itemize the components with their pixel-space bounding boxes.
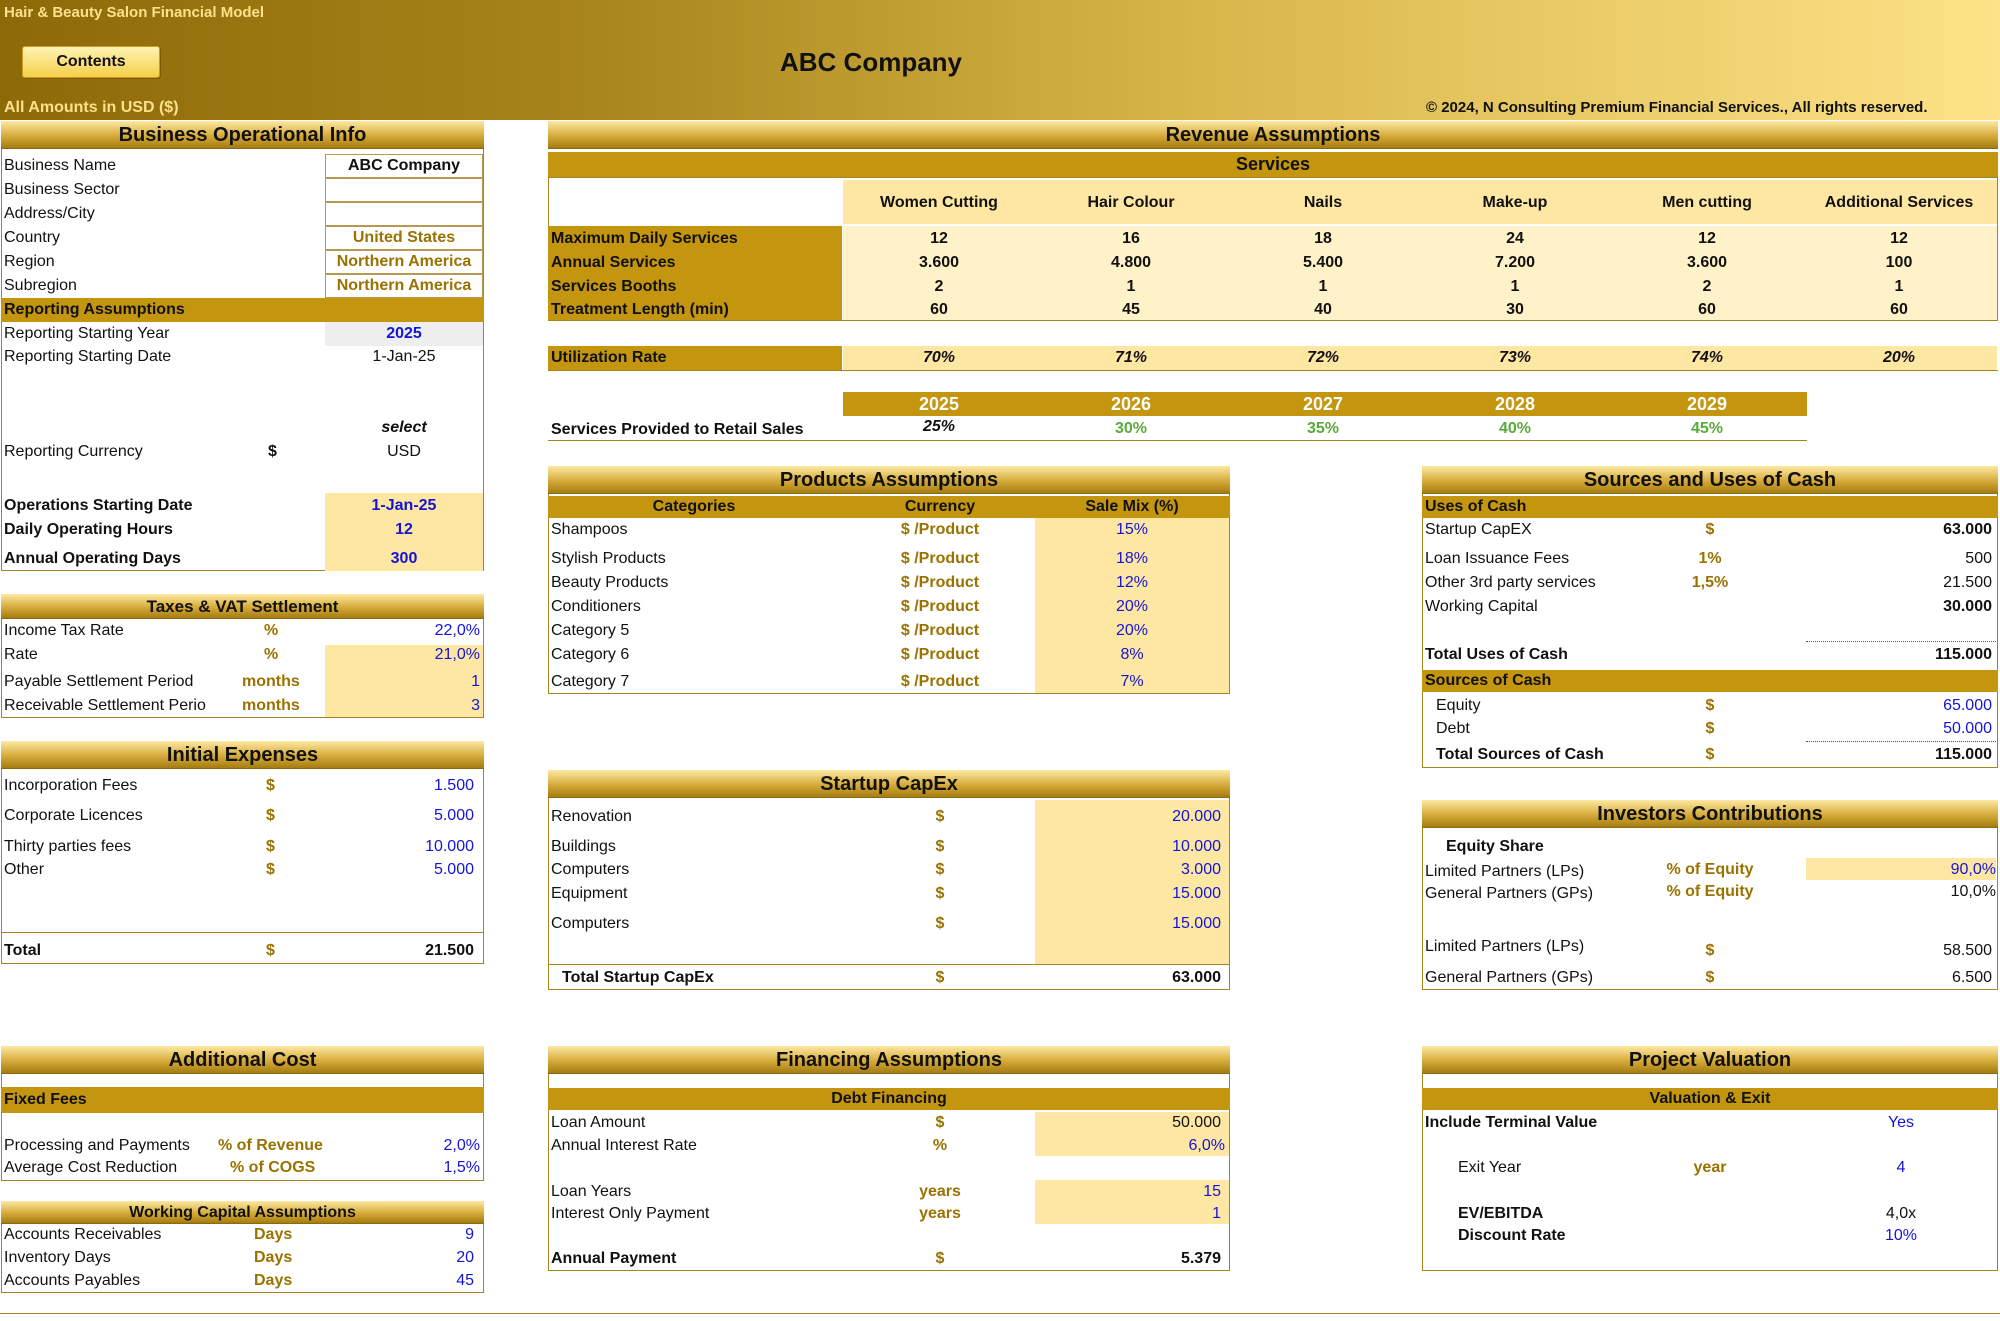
product-mix[interactable]: 20% [1115, 622, 1149, 639]
label-business-name: Business Name [4, 157, 117, 174]
product-mix[interactable]: 15% [1115, 521, 1149, 538]
retail-value[interactable]: 35% [1306, 420, 1340, 437]
product-name: Beauty Products [551, 574, 669, 591]
capex-unit: $ [935, 915, 945, 932]
amounts-note: All Amounts in USD ($) [4, 99, 179, 116]
year-label: 2027 [1302, 394, 1344, 414]
label-receivables: Accounts Receivables [4, 1226, 162, 1243]
use-value: 500 [1965, 550, 1992, 567]
investor-share-label: Limited Partners (LPs) [1425, 863, 1585, 880]
exit-year-value[interactable]: 4 [1896, 1159, 1906, 1176]
financing-title: Financing Assumptions [548, 1046, 1230, 1074]
label-incorporation: Incorporation Fees [4, 777, 138, 794]
label-treatment-length: Treatment Length (min) [551, 301, 729, 318]
label-country: Country [4, 229, 61, 246]
copyright-text: © 2024, N Consulting Premium Financial Services., All rights reserved. [1426, 99, 1928, 116]
divider [548, 964, 1230, 965]
service-col-nails: Nails [1303, 194, 1343, 211]
label-max-daily: Maximum Daily Services [551, 230, 738, 247]
value-total-expenses: 21.500 [425, 942, 474, 959]
utilization-value[interactable]: 73% [1498, 349, 1532, 366]
value-currency[interactable]: USD [387, 443, 421, 460]
financing-label: Loan Amount [551, 1114, 646, 1131]
unit-processing: % of Revenue [218, 1137, 323, 1154]
ev-ebitda-label: EV/EBITDA [1458, 1205, 1544, 1222]
discount-rate-value[interactable]: 10% [1884, 1227, 1918, 1244]
retail-value[interactable]: 45% [1690, 420, 1724, 437]
use-label: Loan Issuance Fees [1425, 550, 1570, 567]
product-name: Category 7 [551, 673, 630, 690]
fixed-fees-header: Fixed Fees [1, 1087, 484, 1113]
booths-value[interactable]: 1 [1894, 278, 1904, 295]
value-rate[interactable]: 21,0% [434, 646, 480, 663]
label-annual-services: Annual Services [551, 254, 676, 271]
unit-receivables: Days [254, 1226, 293, 1243]
company-title: ABC Company [780, 47, 963, 77]
label-income-tax: Income Tax Rate [4, 622, 124, 639]
capex-total-unit: $ [935, 969, 945, 986]
financing-label: Annual Interest Rate [551, 1137, 697, 1154]
startup-capex-title: Startup CapEx [548, 770, 1230, 798]
value-starting-date: 1-Jan-25 [372, 348, 436, 365]
divider [1806, 741, 1996, 742]
products-col-sale-mix: Sale Mix (%) [1085, 498, 1179, 515]
product-name: Category 6 [551, 646, 630, 663]
divider [548, 440, 1807, 441]
product-mix[interactable]: 7% [1120, 673, 1144, 690]
capex-value[interactable]: 3.000 [1180, 861, 1221, 878]
value-receivables[interactable]: 9 [465, 1226, 474, 1243]
label-processing: Processing and Payments [4, 1137, 190, 1154]
use-value: 63.000 [1943, 521, 1992, 538]
label-payable-period: Payable Settlement Period [4, 673, 194, 690]
contents-button[interactable]: Contents [22, 46, 160, 78]
retail-sales-label: Services Provided to Retail Sales [551, 421, 804, 438]
services-title: Services [548, 152, 1998, 177]
use-value: 30.000 [1943, 598, 1992, 615]
product-currency: $ /Product [900, 646, 980, 663]
service-col-women-cutting: Women Cutting [880, 194, 998, 211]
booths-value[interactable]: 2 [934, 278, 944, 295]
divider [548, 370, 1998, 371]
annual-services-value: 7.200 [1494, 254, 1536, 271]
service-col-additional: Additional Services [1824, 194, 1974, 211]
label-ops-start: Operations Starting Date [4, 497, 193, 514]
retail-value[interactable]: 25% [922, 418, 956, 435]
product-currency: $ /Product [900, 574, 980, 591]
source-value[interactable]: 65.000 [1943, 697, 1992, 714]
use-unit: 1% [1698, 550, 1722, 567]
financing-unit: years [919, 1205, 961, 1222]
exit-year-unit: year [1693, 1159, 1727, 1176]
unit-inventory-days: Days [254, 1249, 293, 1266]
max-daily-value[interactable]: 12 [1890, 230, 1908, 247]
max-daily-value[interactable]: 12 [930, 230, 948, 247]
product-name: Conditioners [551, 598, 641, 615]
unit-incorporation: $ [266, 777, 275, 794]
product-name: Shampoos [551, 521, 628, 538]
annual-payment-label: Annual Payment [551, 1250, 677, 1267]
utilization-value[interactable]: 70% [922, 349, 956, 366]
taxes-title: Taxes & VAT Settlement [1, 594, 484, 619]
products-col-currency: Currency [904, 498, 976, 515]
unit-payable-period: months [242, 673, 300, 690]
investor-share-unit: % of Equity [1666, 883, 1754, 900]
label-starting-year: Reporting Starting Year [4, 325, 170, 342]
label-third-parties: Thirty parties fees [4, 838, 132, 855]
investor-amount-value: 58.500 [1943, 942, 1992, 959]
investor-share-label: General Partners (GPs) [1425, 885, 1594, 902]
treatment-length-value[interactable]: 60 [1698, 301, 1716, 318]
revenue-title: Revenue Assumptions [548, 121, 1998, 149]
product-currency: $ /Product [900, 521, 980, 538]
utilization-value[interactable]: 72% [1306, 349, 1340, 366]
label-cost-reduction: Average Cost Reduction [4, 1159, 178, 1176]
label-starting-date: Reporting Starting Date [4, 348, 172, 365]
label-receivable-period: Receivable Settlement Perio [4, 697, 206, 714]
max-daily-value[interactable]: 24 [1506, 230, 1524, 247]
annual-payment-unit: $ [935, 1250, 945, 1267]
value-ops-start[interactable]: 1-Jan-25 [371, 497, 437, 514]
service-col-make-up: Make-up [1482, 194, 1548, 211]
currency-symbol: $ [268, 443, 277, 460]
capex-label: Computers [551, 915, 630, 932]
treatment-length-value[interactable]: 30 [1506, 301, 1524, 318]
sources-uses-title: Sources and Uses of Cash [1422, 466, 1998, 494]
terminal-value-select[interactable]: Yes [1887, 1114, 1915, 1131]
label-annual-days: Annual Operating Days [4, 550, 181, 567]
product-mix[interactable]: 18% [1115, 550, 1149, 567]
source-unit: $ [1705, 697, 1715, 714]
valuation-title: Project Valuation [1422, 1046, 1998, 1074]
capex-total-label: Total Startup CapEx [562, 969, 714, 986]
value-third-parties[interactable]: 10.000 [425, 838, 474, 855]
select-label: select [381, 419, 427, 436]
capex-value[interactable]: 20.000 [1172, 808, 1221, 825]
service-col-men-cutting: Men cutting [1662, 194, 1752, 211]
total-sources-unit: $ [1705, 746, 1715, 763]
capex-unit: $ [935, 861, 945, 878]
utilization-value[interactable]: 71% [1114, 349, 1148, 366]
products-title: Products Assumptions [548, 466, 1230, 494]
product-currency: $ /Product [900, 598, 980, 615]
value-cost-reduction[interactable]: 1,5% [443, 1159, 480, 1176]
financing-label: Loan Years [551, 1183, 632, 1200]
investor-share-value: 10,0% [1950, 883, 1996, 900]
capex-value[interactable]: 15.000 [1172, 915, 1221, 932]
booths-value[interactable]: 2 [1702, 278, 1712, 295]
value-daily-hours[interactable]: 12 [395, 521, 413, 538]
capex-value[interactable]: 10.000 [1172, 838, 1221, 855]
unit-receivable-period: months [242, 697, 300, 714]
year-label: 2029 [1686, 394, 1728, 414]
terminal-value-label: Include Terminal Value [1425, 1114, 1598, 1131]
investor-share-value[interactable]: 90,0% [1950, 861, 1996, 878]
reporting-assumptions-header: Reporting Assumptions [1, 298, 484, 322]
total-sources-label: Total Sources of Cash [1436, 746, 1604, 763]
capex-label: Computers [551, 861, 630, 878]
booths-value[interactable]: 1 [1510, 278, 1520, 295]
financing-panel [548, 1046, 1230, 1271]
value-annual-days[interactable]: 300 [390, 550, 418, 567]
value-income-tax[interactable]: 22,0% [434, 622, 480, 639]
sources-header: Sources of Cash [1422, 670, 1998, 692]
label-inventory-days: Inventory Days [4, 1249, 111, 1266]
divider [1806, 641, 1996, 642]
debt-financing-header: Debt Financing [548, 1088, 1230, 1110]
product-mix[interactable]: 20% [1115, 598, 1149, 615]
unit-total-expenses: $ [266, 942, 275, 959]
annual-services-value: 100 [1885, 254, 1913, 271]
unit-rate: % [264, 646, 279, 663]
value-payables[interactable]: 45 [456, 1272, 474, 1289]
unit-other-expense: $ [266, 861, 275, 878]
treatment-length-value[interactable]: 60 [930, 301, 948, 318]
booths-value[interactable]: 1 [1318, 278, 1328, 295]
value-region[interactable]: Northern America [336, 253, 472, 270]
use-unit: $ [1705, 521, 1715, 538]
max-daily-value[interactable]: 16 [1122, 230, 1140, 247]
source-unit: $ [1705, 720, 1715, 737]
capex-unit: $ [935, 808, 945, 825]
label-licences: Corporate Licences [4, 807, 143, 824]
divider [1, 932, 484, 933]
product-mix[interactable]: 12% [1115, 574, 1149, 591]
booths-value[interactable]: 1 [1126, 278, 1136, 295]
annual-services-value: 3.600 [918, 254, 960, 271]
product-currency: $ /Product [900, 622, 980, 639]
financing-unit: years [919, 1183, 961, 1200]
label-currency: Reporting Currency [4, 443, 143, 460]
retail-value[interactable]: 30% [1114, 420, 1148, 437]
unit-income-tax: % [264, 622, 279, 639]
model-title: Hair & Beauty Salon Financial Model [4, 4, 265, 21]
discount-rate-label: Discount Rate [1458, 1227, 1566, 1244]
unit-cost-reduction: % of COGS [230, 1159, 316, 1176]
product-name: Category 5 [551, 622, 630, 639]
investor-amount-label: Limited Partners (LPs) [1425, 938, 1585, 955]
use-label: Other 3rd party services [1425, 574, 1596, 591]
investor-amount-value: 6.500 [1951, 969, 1992, 986]
annual-services-value: 5.400 [1302, 254, 1344, 271]
value-inventory-days[interactable]: 20 [456, 1249, 474, 1266]
capex-label: Buildings [551, 838, 616, 855]
capex-label: Equipment [551, 885, 628, 902]
equity-share-label: Equity Share [1446, 838, 1544, 855]
additional-cost-title: Additional Cost [1, 1046, 484, 1074]
max-daily-value[interactable]: 12 [1698, 230, 1716, 247]
investor-amount-unit: $ [1705, 969, 1715, 986]
sheet-bottom-border [0, 1313, 2000, 1314]
annual-services-value: 3.600 [1686, 254, 1728, 271]
value-incorporation[interactable]: 1.500 [433, 777, 474, 794]
valuation-sub-header: Valuation & Exit [1422, 1088, 1998, 1110]
value-processing[interactable]: 2,0% [443, 1137, 480, 1154]
capex-unit: $ [935, 885, 945, 902]
investor-share-unit: % of Equity [1666, 861, 1754, 878]
financing-value[interactable]: 6,0% [1188, 1137, 1225, 1154]
use-label: Startup CapEX [1425, 521, 1532, 538]
unit-payables: Days [254, 1272, 293, 1289]
treatment-length-value[interactable]: 60 [1890, 301, 1908, 318]
value-licences[interactable]: 5.000 [433, 807, 474, 824]
retail-value[interactable]: 40% [1498, 420, 1532, 437]
business-info-title: Business Operational Info [1, 121, 484, 149]
value-payable-period[interactable]: 1 [471, 673, 480, 690]
financing-label: Interest Only Payment [551, 1205, 710, 1222]
initial-expenses-title: Initial Expenses [1, 741, 484, 769]
products-col-categories: Categories [652, 498, 736, 515]
business-sector-box[interactable] [325, 178, 483, 202]
capex-total-value: 63.000 [1172, 969, 1221, 986]
investor-amount-label: General Partners (GPs) [1425, 969, 1594, 986]
use-value: 21.500 [1943, 574, 1992, 591]
capex-unit: $ [935, 838, 945, 855]
value-starting-year[interactable]: 2025 [386, 325, 422, 342]
label-region: Region [4, 253, 55, 270]
value-other-expense[interactable]: 5.000 [433, 861, 474, 878]
financing-value[interactable]: 15 [1203, 1183, 1221, 1200]
annual-services-value: 4.800 [1110, 254, 1152, 271]
total-sources-value: 115.000 [1935, 746, 1992, 763]
exit-year-label: Exit Year [1458, 1159, 1522, 1176]
working-capital-title: Working Capital Assumptions [1, 1201, 484, 1224]
annual-payment-value: 5.379 [1180, 1250, 1221, 1267]
service-col-hair-colour: Hair Colour [1087, 194, 1175, 211]
ev-ebitda-value: 4,0x [1885, 1205, 1917, 1222]
uses-header: Uses of Cash [1422, 496, 1998, 518]
value-subregion[interactable]: Northern America [336, 277, 472, 294]
total-uses-label: Total Uses of Cash [1425, 646, 1568, 663]
year-label: 2026 [1110, 394, 1152, 414]
label-booths: Services Booths [551, 278, 677, 295]
unit-third-parties: $ [266, 838, 275, 855]
financing-value[interactable]: 50.000 [1172, 1114, 1221, 1131]
value-country[interactable]: United States [352, 229, 456, 246]
treatment-length-value[interactable]: 40 [1314, 301, 1332, 318]
source-label: Equity [1436, 697, 1481, 714]
total-uses-value: 115.000 [1935, 646, 1992, 663]
label-address: Address/City [4, 205, 95, 222]
unit-licences: $ [266, 807, 275, 824]
value-receivable-period[interactable]: 3 [471, 697, 480, 714]
label-rate: Rate [4, 646, 38, 663]
label-payables: Accounts Payables [4, 1272, 141, 1289]
label-subregion: Subregion [4, 277, 77, 294]
product-currency: $ /Product [900, 673, 980, 690]
label-other-expense: Other [4, 861, 45, 878]
utilization-value[interactable]: 20% [1882, 349, 1916, 366]
investors-title: Investors Contributions [1422, 800, 1998, 828]
financing-value[interactable]: 1 [1212, 1205, 1221, 1222]
financing-unit: % [932, 1137, 948, 1154]
max-daily-value[interactable]: 18 [1314, 230, 1332, 247]
source-value[interactable]: 50.000 [1943, 720, 1992, 737]
use-unit: 1,5% [1691, 574, 1729, 591]
source-label: Debt [1436, 720, 1470, 737]
value-business-name[interactable]: ABC Company [347, 157, 460, 174]
product-mix[interactable]: 8% [1120, 646, 1144, 663]
label-business-sector: Business Sector [4, 181, 120, 198]
capex-value[interactable]: 15.000 [1172, 885, 1221, 902]
label-daily-hours: Daily Operating Hours [4, 521, 173, 538]
use-label: Working Capital [1425, 598, 1538, 615]
treatment-length-value[interactable]: 45 [1122, 301, 1140, 318]
utilization-value[interactable]: 74% [1690, 349, 1724, 366]
utilization-label: Utilization Rate [548, 346, 842, 370]
product-currency: $ /Product [900, 550, 980, 567]
year-label: 2025 [918, 394, 960, 414]
label-total-expenses: Total [4, 942, 42, 959]
investor-amount-unit: $ [1705, 942, 1715, 959]
address-box[interactable] [325, 202, 483, 226]
year-label: 2028 [1494, 394, 1536, 414]
product-name: Stylish Products [551, 550, 666, 567]
capex-label: Renovation [551, 808, 632, 825]
financing-unit: $ [935, 1114, 945, 1131]
